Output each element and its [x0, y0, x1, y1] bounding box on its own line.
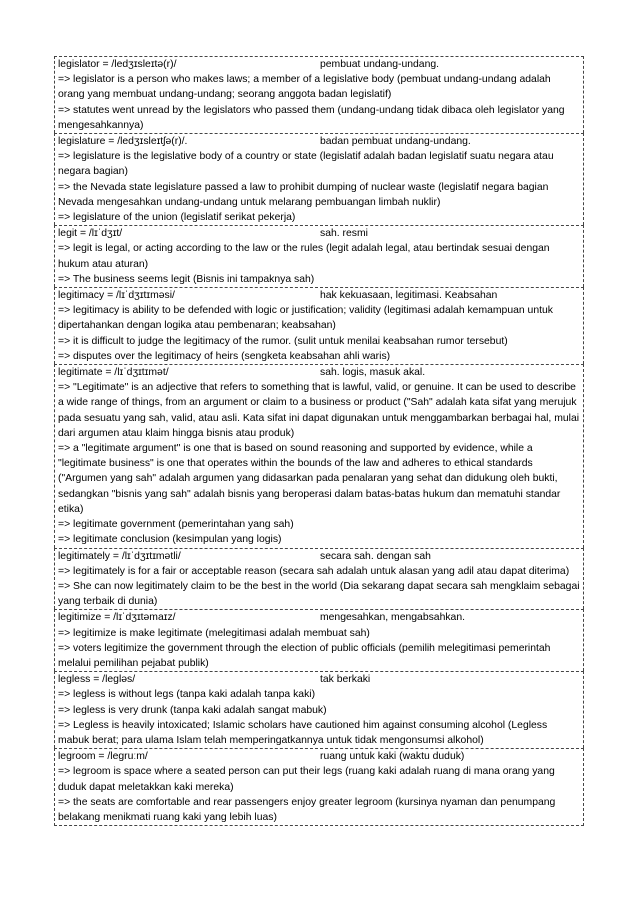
entry-meaning: hak kekuasaan, legitimasi. Keabsahan: [320, 290, 498, 302]
entry-example-line: => the seats are comfortable and rear passengers enjoy greater legroom (kursinya nyaman dan penumpang belakang menikmati ruang kaki yang lebih luas): [58, 796, 556, 823]
entry-meaning: sah. logis, masuk akal.: [320, 367, 426, 379]
entry-example-line: => legislature is the legislative body of a country or state (legislatif adalah badan legislatif suatu negara atau negara bagian): [58, 151, 554, 178]
entry-example-line: => legitimate government (pemerintahan yang sah): [58, 519, 294, 531]
entry-meaning: ruang untuk kaki (waktu duduk): [320, 751, 465, 763]
entry-example-line: => Legless is heavily intoxicated; Islamic scholars have cautioned him against consuming alcohol (Legless mabuk berat; para ulama Islam telah memperingatkannya untuk tidak mengonsumsi alkohol): [58, 719, 548, 746]
entry-example-line: => legless is very drunk (tanpa kaki adalah sangat mabuk): [58, 704, 327, 716]
entry-example-line: => statutes went unread by the legislators who passed them (undang-undang tidak dibaca oleh legislator yang mengesahkannya): [58, 104, 565, 131]
entry-meaning: secara sah. dengan sah: [320, 550, 431, 562]
entry-header: [58, 610, 580, 625]
dictionary-entry: [54, 364, 584, 547]
entry-example-line: => legitimately is for a fair or acceptable reason (secara sah adalah untuk alasan yang adil atau dapat diterima): [58, 565, 570, 577]
entry-header: [58, 57, 580, 72]
dictionary-entry: [54, 748, 584, 826]
entry-headword: legislature = /ledʒɪsleɪtʃə(r)/.: [58, 136, 188, 148]
entry-example-line: => The business seems legit (Bisnis ini tampaknya sah): [58, 273, 315, 285]
dictionary-entry: [54, 609, 584, 671]
entry-header: [58, 134, 580, 149]
entry-headword: legit = /lɪˈdʒɪt/: [58, 228, 123, 240]
entry-example-line: => it is difficult to judge the legitimacy of the rumor. (sulit untuk menilai keabsahan rumor tersebut): [58, 335, 508, 347]
dictionary-page: [54, 56, 584, 826]
entry-example-line: => legit is legal, or acting according to the law or the rules (legit adalah legal, atau bertindak sesuai dengan hukum atau aturan): [58, 243, 550, 270]
entry-meaning: tak berkaki: [320, 674, 371, 686]
entry-meaning: sah. resmi: [320, 228, 368, 240]
entry-example-line: => legislator is a person who makes laws; a member of a legislative body (pembuat undang-undang adalah orang yang membuat undang-undang; seorang anggota badan legislatif): [58, 74, 551, 101]
entry-meaning: badan pembuat undang-undang.: [320, 136, 471, 148]
entry-header: [58, 226, 580, 241]
entry-meaning: pembuat undang-undang.: [320, 59, 440, 70]
entry-example-line: => legroom is space where a seated person can put their legs (ruang kaki adalah ruang di mana orang yang duduk dapat meletakkan kaki mereka): [58, 766, 555, 793]
entry-headword: legitimate = /lɪˈdʒɪtɪmət/: [58, 367, 169, 379]
entry-example-line: => legitimize is make legitimate (melegitimasi adalah membuat sah): [58, 627, 370, 639]
entry-example-line: => a "legitimate argument" is one that is based on sound reasoning and supported by evidence, while a "legitimate business" is one that operates within the bounds of the law and adheres to ethical standards ("Argumen yang sah" adalah argumen yang didasarkan pada penalaran yang sehat dan didukung oleh bukti, sedangkan "bisnis yang sah" adalah bisnis yang beroperasi dalam batas-batas hukum dan mematuhi standar etika): [58, 443, 561, 515]
entry-headword: legislator = /ledʒɪsleɪtə(r)/: [58, 59, 177, 70]
entry-example-line: => She can now legitimately claim to be the best in the world (Dia sekarang dapat secara sah mengklaim sebagai yang terbaik di dunia): [58, 580, 580, 608]
entry-header: [58, 672, 580, 687]
dictionary-entry: [54, 225, 584, 287]
entry-example-line: => legislature of the union (legislatif serikat pekerja): [58, 212, 296, 224]
dictionary-entry: [54, 287, 584, 364]
entry-header: [58, 749, 580, 764]
entry-example-line: => "Legitimate" is an adjective that refers to something that is lawful, valid, or genuine. It can be used to describe a wide range of things, from an argument or claim to a business or product ("Sah" adalah kata sifat yang merujuk pada sesuatu yang sah, valid, atau asli. Kata sifat ini dapat digunakan untuk menggambarkan berbagai hal, mulai dari argumen atau klaim hingga bisnis atau produk): [58, 382, 580, 439]
dictionary-entry: [54, 56, 584, 133]
entry-headword: legitimately = /lɪˈdʒɪtɪmətli/: [58, 550, 181, 562]
dictionary-entry: [54, 671, 584, 748]
entry-example-line: => legless is without legs (tanpa kaki adalah tanpa kaki): [58, 689, 316, 701]
dictionary-entry: [54, 133, 584, 225]
entry-example-line: => the Nevada state legislature passed a law to prohibit dumping of nuclear waste (legislatif negara bagian Nevada mengesahkan undang-undang untuk melarang pembuangan limbah nuklir): [58, 181, 549, 208]
entry-header: [58, 288, 580, 303]
entry-headword: legitimacy = /lɪˈdʒɪtɪməsi/: [58, 290, 175, 302]
entry-headword: legitimize = /lɪˈdʒɪtəmaɪz/: [58, 612, 176, 624]
entry-headword: legless = /legləs/: [58, 674, 136, 686]
entry-header: [58, 365, 580, 380]
entry-example-line: => disputes over the legitimacy of heirs (sengketa keabsahan ahli waris): [58, 350, 391, 362]
dictionary-entry: [54, 548, 584, 610]
entry-example-line: => legitimacy is ability to be defended with logic or justification; validity (legitimasi adalah kemampuan untuk dipertahankan dengan logika atau pembenaran; keabsahan): [58, 305, 553, 332]
entry-example-line: => voters legitimize the government through the election of public officials (pemilih melegitimasi pemerintah melalui pemilihan pejabat publik): [58, 642, 551, 669]
entry-headword: legroom = /legruːm/: [58, 751, 148, 763]
entry-example-line: => legitimate conclusion (kesimpulan yang logis): [58, 534, 282, 546]
entry-meaning: mengesahkan, mengabsahkan.: [320, 612, 465, 624]
entry-header: [58, 549, 580, 564]
